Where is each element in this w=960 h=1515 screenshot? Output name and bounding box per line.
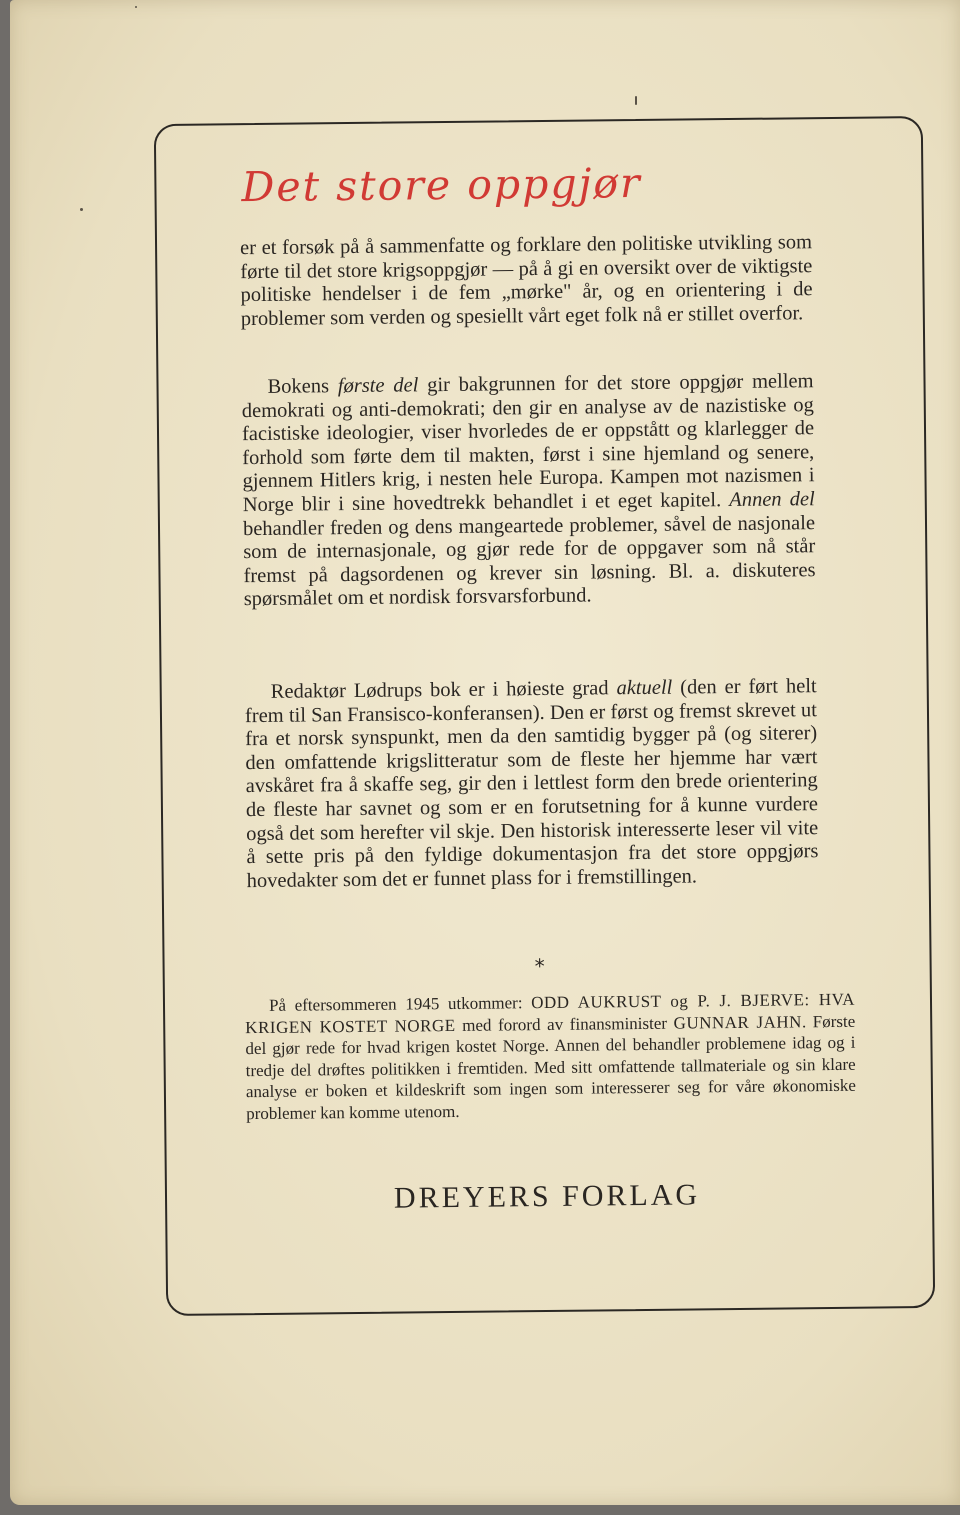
paragraph-text: (den er ført helt frem til San Fransisco-konferansen). Den er først og fremst skrevet ut fra et norsk synspunkt, men da den samtidig bygger på (og siterer) den omfattende krigslitteratur som de fleste her hjemme har vært avskåret fra å skaffe seg, gir den i lettlest form den brede orientering de fleste har savnet og som er en forutsetning for å kunne vurdere også det som herefter vil skje. Den historisk interesserte leser vil vite å sette pris på den fyldige dokumentasjon fra det store oppgjørs hovedakter som det er funnet plass for i fremstillingen. (244, 675, 819, 892)
star-separator: * (534, 954, 545, 979)
notice-text: På eftersommeren 1945 utkommer: (268, 993, 532, 1015)
paper-speck (135, 6, 137, 8)
paragraph-text: Bokens (267, 375, 338, 398)
paragraph-text: Redaktør Lødrups bok er i høieste grad (270, 677, 617, 703)
intro-paragraph: er et forsøk på å sammenfatte og forklare den politiske utvikling som førte til det store krigsoppgjør — på å gi en oversikt over de viktigste politiske hendelser i de fem „mørke" år, og en orientering i de problemer som verden og spesiellt vårt eget folk nå er stillet overfor. (239, 231, 813, 330)
book-title: Det store oppgjør (241, 158, 642, 212)
notice-text: . Første del gjør rede for hvad krigen kostet Norge. Annen del behandler problemene idag og i tredje del drøftes politikken i fremtiden. Med sitt omfattende tallmateriale og sin klare analyse er boken et kildeskrift som ingen som interesserer seg for våre økonomiske problemer kan komme utenom. (245, 1011, 856, 1123)
content-paragraph (241, 370, 815, 612)
paragraph-text: gir bakgrunnen for det store oppgjør mellem demokrati og anti-demokrati; den gir en analyse av de nazistiske og facistiske ideologier, viser hvorledes de er oppstått og klarlegger de forhold som førte dem til makten, først i sine hjemland og senere, gjennem Hitlers krig, i nesten hele Europa. Kampen mot nazismen i Norge blir i sine hovedtrekk behandlet i et eget kapitel. (241, 370, 815, 517)
forthcoming-notice (245, 989, 856, 1124)
emphasis-aktuell: aktuell (616, 676, 673, 700)
notice-foreword-author: GUNNAR JAHN (673, 1011, 802, 1033)
notice-text: med forord av finansminister (455, 1013, 674, 1035)
paper-speck (635, 96, 637, 105)
paper-speck (80, 208, 83, 211)
paragraph-text: behandler freden og dens mangeartede problemer, såvel de nasjonale som de internasjonale, og gjør rede for de oppgaver som nå står fremst på dagsordenen og krever sin løsning. Bl. a. diskuteres spørsmålet om et nordisk forsvarsforbund. (242, 511, 816, 611)
editor-paragraph (245, 675, 819, 893)
publisher-name: DREYERS FORLAG (393, 1178, 701, 1215)
notice-authors-title: ODD AUKRUST og P. J. BJERVE: HVA KRIGEN KOSTET NORGE (245, 989, 856, 1037)
emphasis-first-part: første del (337, 374, 419, 398)
text-frame (154, 116, 935, 1316)
emphasis-second-part: Annen del (729, 488, 815, 512)
book-back-cover (10, 0, 960, 1505)
